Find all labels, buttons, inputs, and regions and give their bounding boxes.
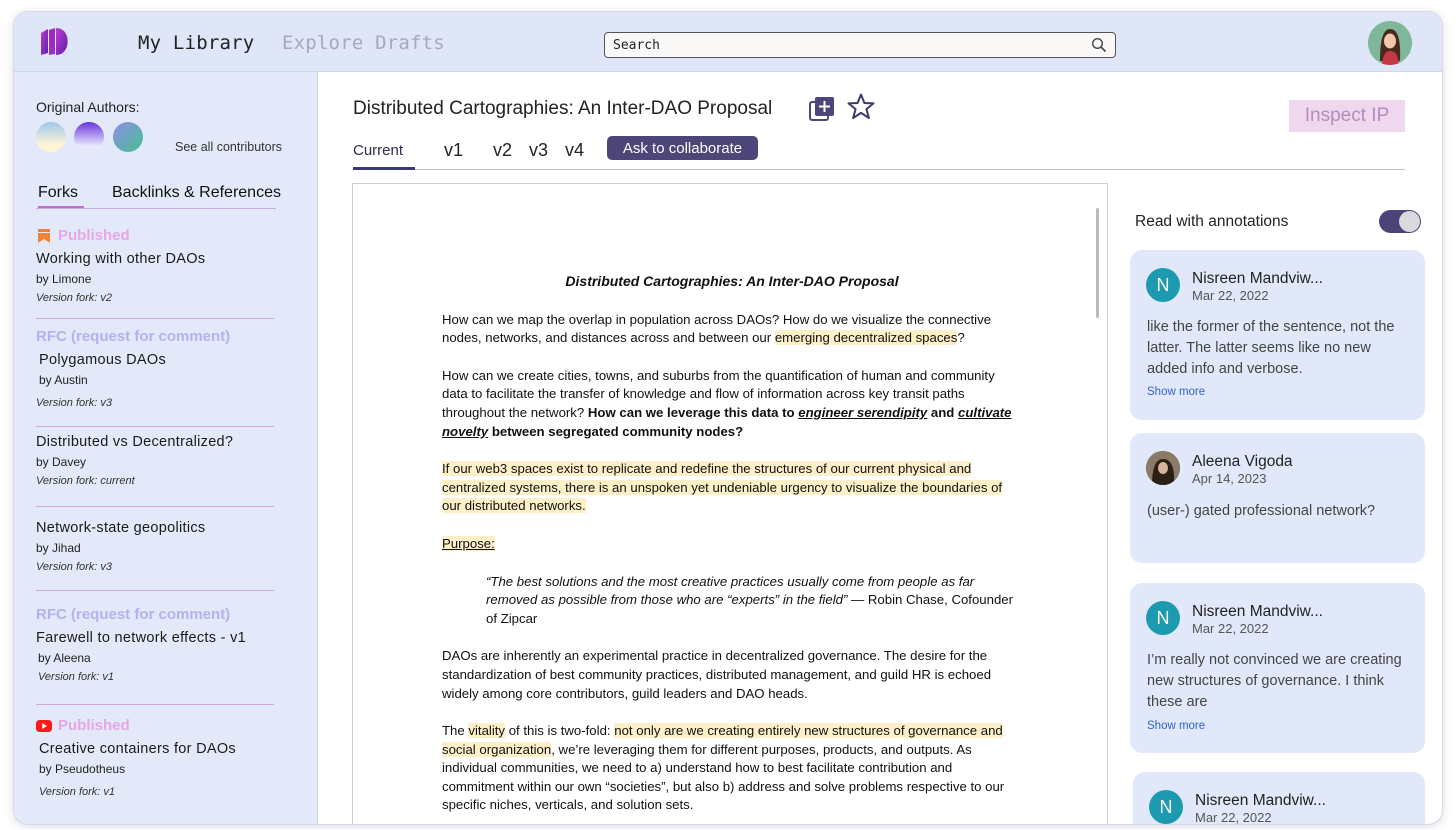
comment-card[interactable] <box>1130 250 1425 420</box>
scrollbar[interactable] <box>1096 208 1099 318</box>
status-label: RFC (request for comment) <box>36 328 231 345</box>
add-to-collection-icon[interactable] <box>809 96 835 122</box>
purpose-heading: Purpose: <box>442 535 495 551</box>
bookmark-icon <box>36 228 52 244</box>
author-avatar[interactable] <box>36 122 66 152</box>
fork-version: Version fork: v1 <box>39 786 116 798</box>
fork-version: Version fork: v3 <box>36 397 113 409</box>
fork-title[interactable]: Distributed vs Decentralized? <box>36 434 234 450</box>
fork-version: Version fork: v1 <box>38 671 115 683</box>
divider <box>36 704 274 705</box>
star-icon[interactable] <box>846 92 876 122</box>
comment-text: (user-) gated professional network? <box>1147 503 1376 519</box>
tab-divider <box>353 169 1405 170</box>
fork-author: by Pseudotheus <box>39 762 126 776</box>
fork-title[interactable]: Network-state geopolitics <box>36 520 206 536</box>
fork-version: Version fork: v3 <box>36 561 113 573</box>
page-title: Distributed Cartographies: An Inter-DAO Proposal <box>353 98 773 119</box>
active-tab-indicator <box>38 206 84 208</box>
paragraph <box>442 535 1022 554</box>
tab-v4[interactable]: v4 <box>565 140 585 160</box>
show-more-link[interactable]: Show more <box>1147 386 1206 398</box>
status-label: Published <box>36 717 274 737</box>
tab-v3[interactable]: v3 <box>529 140 549 160</box>
fork-item[interactable] <box>36 717 274 798</box>
paragraph: How can we map the overlap in population across DAOs? How do we visualize the connective nodes, networks, and distances across and between our emerging decentralized spaces? <box>442 311 992 346</box>
fork-title[interactable]: Polygamous DAOs <box>39 352 166 368</box>
tab-divider <box>36 208 276 209</box>
fork-version: Version fork: v2 <box>36 292 113 304</box>
avatar: N <box>1146 601 1180 635</box>
paragraph: DAOs are inherently an experimental practice in decentralized governance. The desire for the standardization of best community practices, distributed management, and guild HR is echoed widely among core contributors, guild leaders and DAO heads. <box>442 648 992 701</box>
fork-title[interactable]: Creative containers for DAOs <box>39 741 236 757</box>
top-bar <box>14 12 1442 72</box>
highlight[interactable]: emerging decentralized spaces <box>774 330 958 346</box>
divider <box>36 426 274 427</box>
fork-title[interactable]: Farewell to network effects - v1 <box>36 630 246 646</box>
active-tab-indicator <box>353 167 415 170</box>
fork-item[interactable] <box>36 520 274 573</box>
comment-date: Mar 22, 2022 <box>1192 288 1269 303</box>
original-authors-label: Original Authors: <box>36 99 140 115</box>
divider <box>36 590 274 591</box>
highlight[interactable]: If our web3 spaces exist to replicate and redefine the structures of our current physical and centralized systems, there is an unspoken yet undeniable urgency to visualize the boundaries of our distributed networks. <box>442 461 1003 514</box>
author-avatar[interactable] <box>113 122 143 152</box>
ask-to-collaborate-button[interactable]: Ask to collaborate <box>607 136 758 160</box>
app-logo[interactable] <box>38 26 70 58</box>
quote: “The best solutions and the most creative practices usually come from people as far removed as possible from those who are “experts” in the field” — Robin Chase, Cofounder of Zipcar <box>486 573 1014 626</box>
fork-author: by Jihad <box>36 541 81 555</box>
document-pane[interactable] <box>352 183 1108 824</box>
avatar: N <box>1146 268 1180 302</box>
toggle-knob <box>1399 211 1420 232</box>
comment-date: Apr 14, 2023 <box>1192 471 1267 486</box>
fork-item[interactable] <box>36 434 274 487</box>
tab-current[interactable]: Current <box>353 142 404 159</box>
highlight[interactable]: vitality <box>468 723 506 739</box>
divider <box>36 318 274 319</box>
fork-author: by Aleena <box>38 651 91 665</box>
comment-date: Mar 22, 2022 <box>1195 810 1272 824</box>
author-avatar[interactable] <box>74 122 104 152</box>
comment-card[interactable] <box>1130 433 1425 563</box>
fork-version: Version fork: current <box>36 475 135 487</box>
fork-title[interactable]: Working with other DAOs <box>36 251 206 267</box>
tab-v2[interactable]: v2 <box>493 140 513 160</box>
search-icon[interactable] <box>1091 37 1107 53</box>
fork-author: by Limone <box>36 272 92 286</box>
comment-card[interactable] <box>1133 772 1425 824</box>
comment-author: Nisreen Mandviw... <box>1192 270 1323 287</box>
fork-item[interactable] <box>36 227 274 304</box>
fork-item[interactable] <box>36 328 274 409</box>
annotations-toggle[interactable] <box>1379 210 1421 233</box>
annotations-toggle-label: Read with annotations <box>1135 213 1289 230</box>
inspect-ip-button[interactable]: Inspect IP <box>1289 100 1405 132</box>
avatar <box>1146 451 1180 485</box>
document-heading: Distributed Cartographies: An Inter-DAO Proposal <box>565 273 899 289</box>
fork-author: by Davey <box>36 455 87 469</box>
nav-my-library[interactable]: My Library <box>138 32 255 54</box>
comment-author: Aleena Vigoda <box>1192 453 1293 470</box>
highlight[interactable]: not only are we creating entirely new structures of governance and social organization <box>442 723 1003 757</box>
nav-explore-drafts[interactable]: Explore Drafts <box>282 32 445 54</box>
comment-author: Nisreen Mandviw... <box>1192 603 1323 620</box>
paragraph: How can we create cities, towns, and suburbs from the quantification of human and community data to facilitate the transfer of knowledge and flow of information across key transit paths throughout the network? How can we leverage this data to engineer serendipity and cultivate novelty between segregated community nodes? <box>442 367 1012 439</box>
avatar: N <box>1149 790 1183 824</box>
fork-item[interactable] <box>36 606 274 683</box>
left-sidebar <box>14 72 318 824</box>
tab-forks[interactable]: Forks <box>38 184 78 201</box>
show-more-link[interactable]: Show more <box>1147 720 1206 732</box>
document-body <box>442 272 1022 824</box>
fork-author: by Austin <box>39 373 88 387</box>
comment-text: I’m really not convinced we are creating new structures of governance. I think these are <box>1147 652 1402 710</box>
app-window <box>14 12 1442 824</box>
comment-date: Mar 22, 2022 <box>1192 621 1269 636</box>
status-label: RFC (request for comment) <box>36 606 231 623</box>
search-box <box>604 32 1116 58</box>
tab-backlinks-references[interactable]: Backlinks & References <box>112 184 281 201</box>
youtube-icon <box>36 718 52 734</box>
comment-text: like the former of the sentence, not the latter. The latter seems like no new added info and verbose. <box>1147 319 1395 377</box>
paragraph <box>442 460 1022 516</box>
see-all-contributors-link[interactable]: See all contributors <box>175 140 283 154</box>
status-label: Published <box>36 227 274 247</box>
comment-author: Nisreen Mandviw... <box>1195 792 1326 809</box>
divider <box>36 506 274 507</box>
comment-card[interactable] <box>1130 583 1425 753</box>
search-input[interactable] <box>613 36 1083 54</box>
paragraph: The vitality of this is two-fold: not only are we creating entirely new structures of governance and social organization, we’re leveraging them for different purposes, products, and outputs. As individual communities, we need to a) understand how to best facilitate contribution and commitment within our own “societies”, but also b) address and solve problems respective to our specific niches, verticals, and solution sets. <box>442 723 1005 813</box>
user-avatar[interactable] <box>1368 21 1412 65</box>
tab-v1[interactable]: v1 <box>444 140 464 160</box>
